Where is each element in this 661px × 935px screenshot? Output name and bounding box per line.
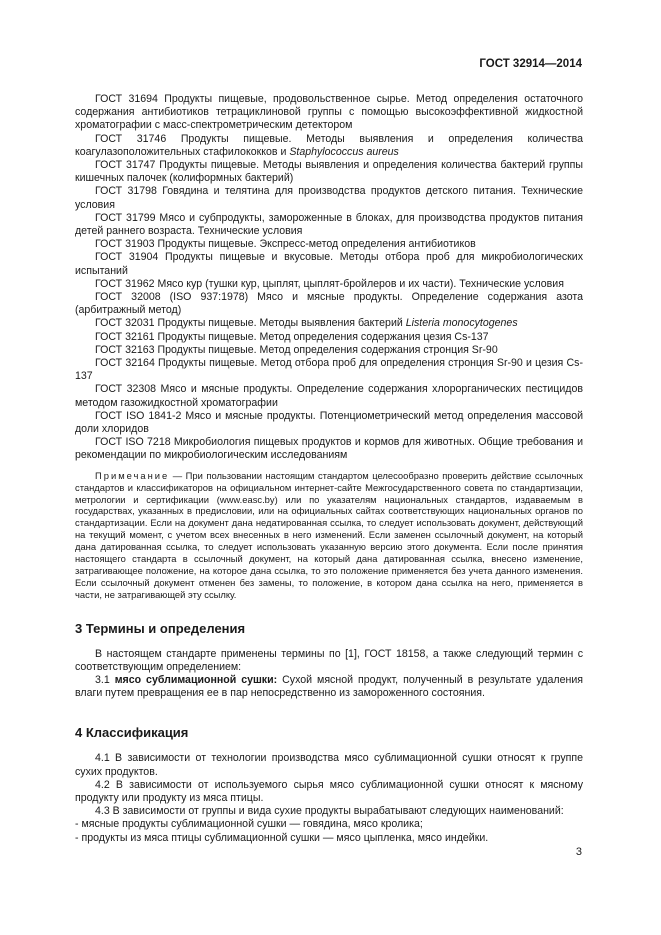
- term-definition-text: Сухой мясной продукт, полученный в результате удаления влаги путем превращения ее в пар непосредственно из замороженного состояния.: [75, 674, 583, 700]
- reference-item: [75, 383, 583, 409]
- reference-item: [75, 291, 583, 317]
- reference-text: ГОСТ 31747 Продукты пищевые. Методы выявления и определения количества бактерий группы кишечных палочек (колиформных бактерий): [75, 159, 583, 185]
- reference-text: ГОСТ 31799 Мясо и субпродукты, замороженные в блоках, для производства продуктов питания детей раннего возраста. Технические условия: [75, 211, 583, 238]
- reference-item: [75, 133, 583, 159]
- section-4-heading: 4 Классификация: [75, 725, 189, 741]
- reference-item: [75, 251, 583, 277]
- normative-references-list: [75, 93, 583, 463]
- clause-4-3: 4.3 В зависимости от группы и вида сухие продукты вырабатывают следующих наименований:: [95, 805, 564, 818]
- page-content: [75, 93, 583, 845]
- reference-item: [75, 344, 583, 357]
- list-item-meat: - мясные продукты сублимационной сушки — говядина, мясо кролика;: [75, 818, 423, 831]
- clause-4-1: 4.1 В зависимости от технологии производства мясо сублимационной сушки относят к группе сухих продуктов.: [75, 752, 583, 778]
- reference-species-name: Staphylococcus aureus: [289, 145, 399, 158]
- page-number: 3: [575, 846, 582, 858]
- reference-text: ГОСТ ISO 7218 Микробиология пищевых продуктов и кормов для животных. Общие требования и рекомендации по микробиологическим исследованиям: [75, 436, 583, 462]
- section-3-heading: 3 Термины и определения: [75, 620, 246, 636]
- section-3-intro: В настоящем стандарте применены термины по [1], ГОСТ 18158, а также следующий термин с соответствующим определением:: [75, 647, 583, 673]
- reference-item: [75, 159, 583, 185]
- reference-text: ГОСТ 31904 Продукты пищевые и вкусовые. Методы отбора проб для микробиологических испытаний: [75, 251, 583, 277]
- note-label: Примечание: [95, 469, 170, 481]
- reference-text: ГОСТ 31798 Говядина и телятина для производства продуктов детского питания. Технические условия: [75, 185, 583, 211]
- reference-item: [75, 317, 583, 330]
- reference-text: ГОСТ 32164 Продукты пищевые. Метод отбора проб для определения стронция Sr-90 и цезия Cs-137: [75, 357, 583, 383]
- note-text: — При пользовании настоящим стандартом целесообразно проверить действие ссылочных стандартов и классификаторов на официальном интернет-сайте Межгосударственного совета по стандартизации, метрологии и сертификации (www.easc.by) или по указателям национальных стандартов, издаваемым в государствах, указанных в предисловии, или на официальных сайтах соответствующих национальных органов по стандартизации. Если на документ дана недатированная ссылка, то следует использовать документ, действующий на текущий момент, с учетом всех внесенных в него изменений. Если заменен ссылочный документ, на который дана датированная ссылка, то следует использовать указанную версию этого документа. Если после принятия настоящего стандарта в ссылочный документ, на который дана датированная ссылка, внесено изменение, затрагивающее положение, на которое дана ссылка, то это положение применяется без учета данного изменения. Если ссылочный документ отменен без замены, то положение, в котором дана ссылка на него, применяется в части, не затрагивающей эту ссылку.: [75, 469, 583, 600]
- clause-4-2: 4.2 В зависимости от используемого сырья мясо сублимационной сушки относят к мясному продукту или продукту из мяса птицы.: [75, 778, 583, 805]
- document-code-header: ГОСТ 32914—2014: [479, 58, 582, 70]
- reference-text: ГОСТ 32031 Продукты пищевые. Методы выявления бактерий: [95, 317, 406, 330]
- term-number: 3.1: [95, 674, 115, 687]
- reference-text: ГОСТ 31962 Мясо кур (тушки кур, цыплят, цыплят-бройлеров и их части). Технические условия: [95, 277, 564, 290]
- reference-item: [75, 436, 583, 462]
- reference-item: [75, 238, 583, 251]
- reference-item: [75, 212, 583, 238]
- reference-text: ГОСТ 31746 Продукты пищевые. Методы выявления и определения количества коагулазоположительных стафилококков и: [75, 132, 583, 158]
- note-paragraph: [75, 470, 583, 601]
- reference-text: ГОСТ 32161 Продукты пищевые. Метод определения содержания цезия Cs-137: [95, 330, 489, 343]
- reference-item: [75, 357, 583, 383]
- reference-species-name: Listeria monocytogenes: [405, 317, 518, 330]
- reference-item: [75, 331, 583, 344]
- reference-text: ГОСТ ISO 1841-2 Мясо и мясные продукты. Потенциометрический метод определения массовой доли хлоридов: [75, 409, 583, 436]
- reference-text: ГОСТ 31694 Продукты пищевые, продовольственное сырье. Метод определения остаточного содержания антибиотиков тетрациклиновой группы с помощью высокоэффективной жидкостной хроматографии с масс-спектрометрическим детектором: [75, 93, 583, 132]
- reference-item: [75, 278, 583, 291]
- reference-item: [75, 93, 583, 133]
- reference-text: ГОСТ 32163 Продукты пищевые. Метод определения содержания стронция Sr-90: [95, 343, 498, 356]
- list-item-poultry: - продукты из мяса птицы сублимационной сушки — мясо цыпленка, мясо индейки.: [75, 831, 489, 844]
- reference-text: ГОСТ 32008 (ISO 937:1978) Мясо и мясные продукты. Определение содержания азота (арбитражный метод): [75, 291, 583, 317]
- term-definition: [75, 674, 583, 700]
- term-name: мясо сублимационной сушки:: [114, 674, 278, 687]
- reference-item: [75, 410, 583, 436]
- reference-text: ГОСТ 32308 Мясо и мясные продукты. Определение содержания хлорорганических пестицидов методом газожидкостной хроматографии: [75, 383, 583, 409]
- reference-text: ГОСТ 31903 Продукты пищевые. Экспресс-метод определения антибиотиков: [95, 238, 476, 251]
- reference-item: [75, 185, 583, 211]
